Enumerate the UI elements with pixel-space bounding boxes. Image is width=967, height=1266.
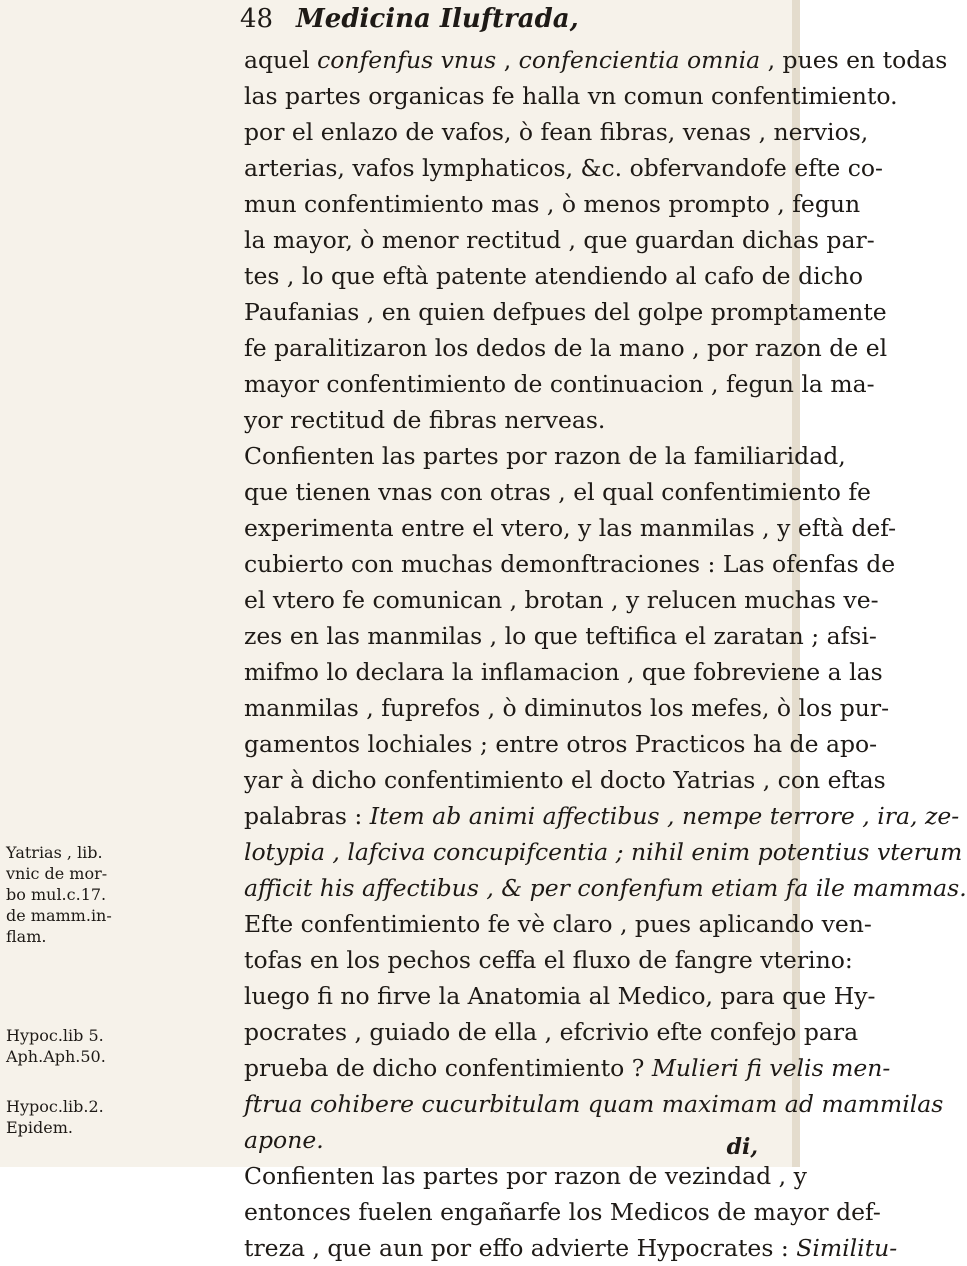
text-line (244, 1086, 944, 1122)
text-run: , (496, 46, 519, 74)
margin-note-hypoc-aph (6, 1025, 238, 1067)
latin-quote: Item ab animi affectibus , nempe terrore , ira, ze- (369, 802, 960, 830)
text-run: arterias, vafos lymphaticos, &c. obfervandofe efte co- (244, 154, 883, 182)
text-run: Paufanias , en quien defpues del golpe promptamente (244, 298, 887, 326)
running-title: Medicina Iluftrada, (296, 4, 579, 34)
text-line (244, 114, 869, 150)
latin-quote: Mulieri fi velis men- (651, 1054, 891, 1082)
text-run: cubierto con muchas demonftraciones : Las ofenfas de (244, 550, 896, 578)
text-line (244, 366, 875, 402)
margin-note-text: Yatrias , lib. vnic de mor- bo mul.c.17. de mamm.in- flam. (6, 843, 112, 946)
text-run: manmilas , fuprefos , ò diminutos los mefes, ò los pur- (244, 694, 890, 722)
text-run: entonces fuelen engañarfe los Medicos de mayor def- (244, 1198, 881, 1226)
text-run: luego fi no firve la Anatomia al Medico, para que Hy- (244, 982, 876, 1010)
text-line (244, 942, 853, 978)
text-run: gamentos lochiales ; entre otros Practicos ha de apo- (244, 730, 878, 758)
text-run: fe paralitizaron los dedos de la mano , por razon de el (244, 334, 888, 362)
text-line (244, 258, 864, 294)
text-line (244, 42, 948, 78)
text-run: treza , que aun por effo advierte Hypocrates : (244, 1234, 797, 1262)
text-run: la mayor, ò menor rectitud , que guardan dichas par- (244, 226, 875, 254)
text-run: tofas en los pechos ceffa el fluxo de fangre vterino: (244, 946, 853, 974)
text-run: zes en las manmilas , lo que teftifica el zaratan ; afsi- (244, 622, 877, 650)
latin-quote: confenfus vnus (317, 46, 497, 74)
text-line (244, 1194, 881, 1230)
catchword: di, (726, 1134, 758, 1160)
page-number: 48 (240, 4, 274, 34)
text-line (244, 1230, 898, 1266)
text-run: pocrates , guiado de ella , efcrivio efte confejo para (244, 1018, 859, 1046)
latin-quote: Similitu- (796, 1234, 898, 1262)
text-run: las partes organicas fe halla vn comun confentimiento. (244, 82, 898, 110)
text-run: palabras : (244, 802, 370, 830)
text-run: Efte confentimiento fe vè claro , pues aplicando ven- (244, 910, 872, 938)
text-run: que tienen vnas con otras , el qual confentimiento fe (244, 478, 871, 506)
latin-quote: lotypia , lafciva concupifcentia ; nihil enim potentius vterum (244, 838, 963, 866)
latin-quote: confencientia omnia (518, 46, 761, 74)
text-line (244, 1050, 891, 1086)
latin-quote: ftrua cohibere cucurbitulam quam maximam ad mammilas (244, 1090, 944, 1118)
text-line (244, 1158, 807, 1194)
text-run: mifmo lo declara la inflamacion , que fobreviene a las (244, 658, 883, 686)
text-line (244, 510, 897, 546)
text-line (244, 294, 887, 330)
text-run: yar à dicho confentimiento el docto Yatrias , con eftas (244, 766, 886, 794)
text-run: prueba de dicho confentimiento ? (244, 1054, 652, 1082)
text-line (244, 78, 898, 114)
text-run: experimenta entre el vtero, y las manmilas , y eftà def- (244, 514, 897, 542)
text-line (244, 726, 878, 762)
margin-note-hypoc-epidem (6, 1096, 238, 1138)
text-run: yor rectitud de fibras nerveas. (244, 406, 606, 434)
text-run: el vtero fe comunican , brotan , y relucen muchas ve- (244, 586, 879, 614)
text-line (244, 546, 896, 582)
margin-note-text: Hypoc.lib 5. Aph.Aph.50. (6, 1026, 106, 1066)
text-line (244, 330, 888, 366)
text-line (244, 1122, 792, 1158)
text-line (244, 222, 875, 258)
latin-quote: afficit his affectibus , & per confenfum etiam fa ile mammas. (244, 874, 967, 902)
main-text (244, 42, 967, 1266)
text-run: , pues en todas (760, 46, 948, 74)
text-line (244, 186, 861, 222)
text-run: tes , lo que eftà patente atendiendo al cafo de dicho (244, 262, 864, 290)
text-line (244, 438, 846, 474)
text-line (244, 870, 967, 906)
text-line (244, 654, 883, 690)
text-line (244, 690, 890, 726)
text-line (244, 978, 876, 1014)
text-line (244, 474, 871, 510)
text-line (244, 906, 872, 942)
latin-quote: apone. (244, 1126, 324, 1154)
text-line (244, 150, 883, 186)
text-run: Confienten las partes por razon de vezindad , y (244, 1162, 807, 1190)
text-run: mun confentimiento mas , ò menos prompto , fegun (244, 190, 861, 218)
text-run: aquel (244, 46, 318, 74)
text-line (244, 402, 792, 438)
text-line (244, 618, 877, 654)
text-run: por el enlazo de vafos, ò fean fibras, venas , nervios, (244, 118, 869, 146)
text-line (244, 582, 879, 618)
margin-note-yatrias (6, 842, 238, 947)
text-line (244, 762, 886, 798)
text-line (244, 798, 960, 834)
margin-note-text: Hypoc.lib.2. Epidem. (6, 1097, 104, 1137)
text-line (244, 1014, 859, 1050)
text-line (244, 834, 963, 870)
text-run: mayor confentimiento de continuacion , fegun la ma- (244, 370, 875, 398)
text-run: Confienten las partes por razon de la familiaridad, (244, 442, 846, 470)
